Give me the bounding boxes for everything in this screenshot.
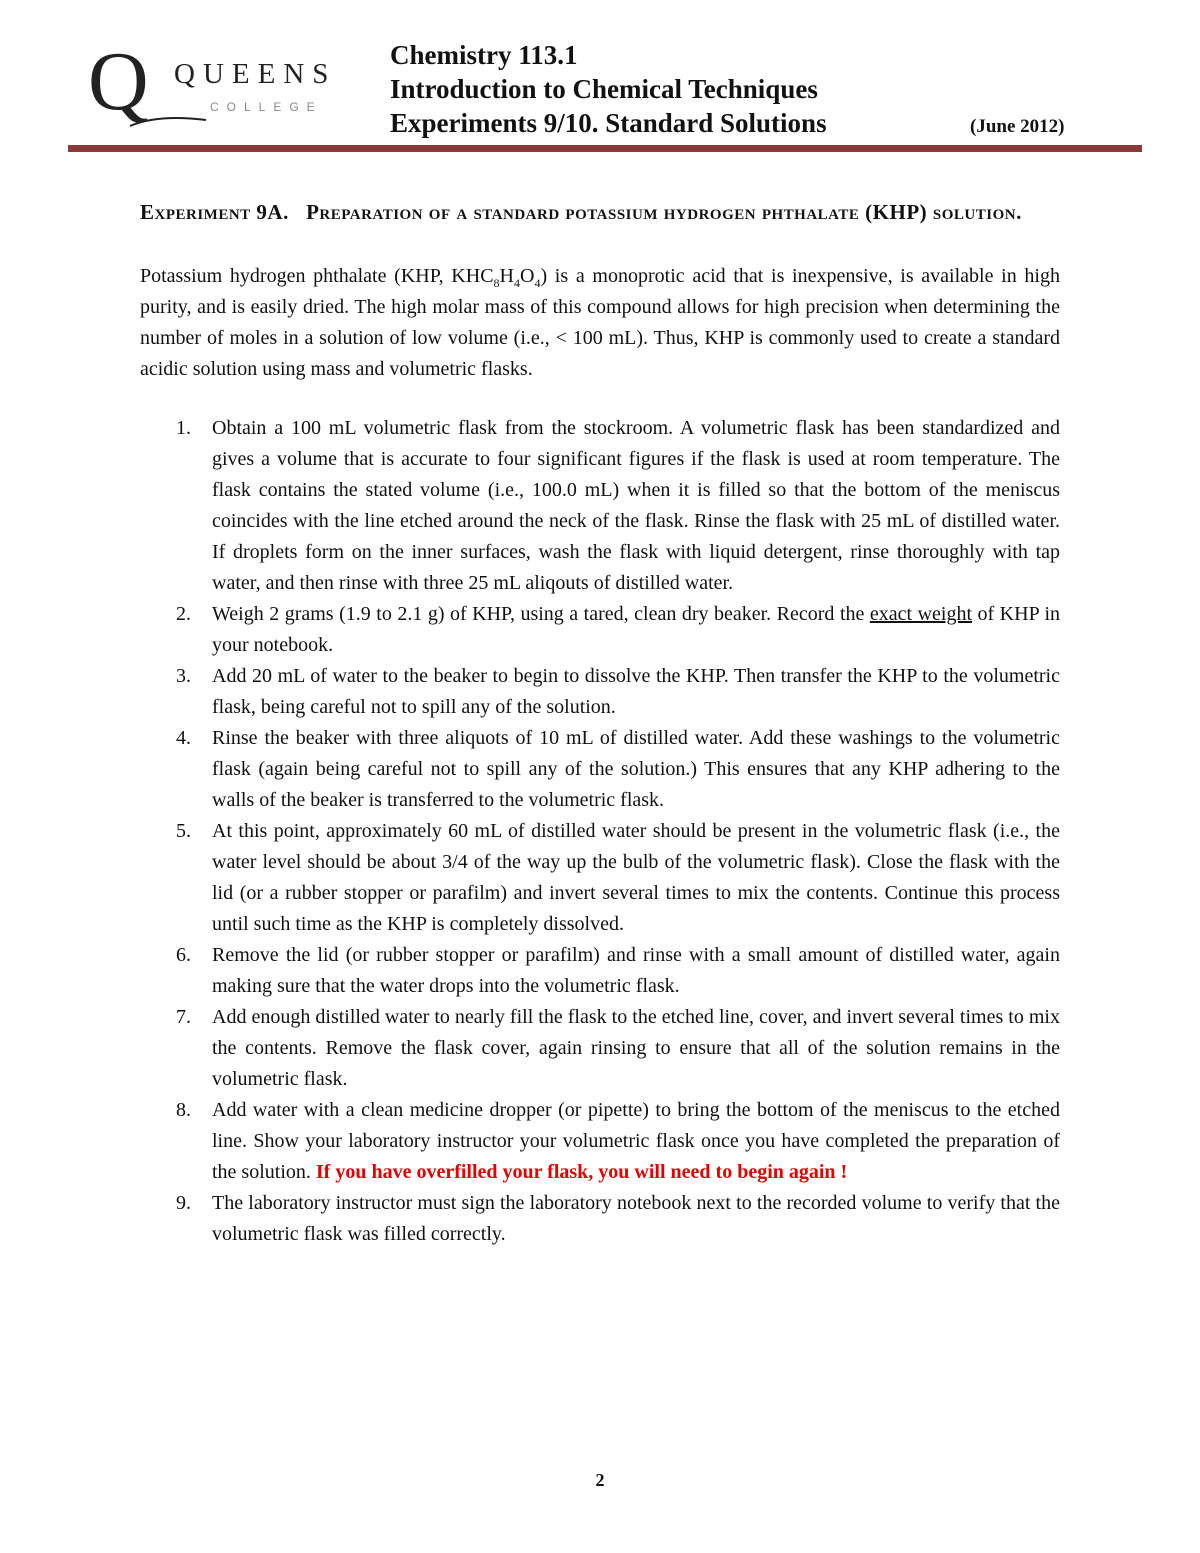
step-number: 6. bbox=[176, 944, 191, 966]
subscript-4b: 4 bbox=[534, 276, 541, 290]
heading-abbrev: (KHP) bbox=[865, 200, 928, 224]
step-number: 7. bbox=[176, 1006, 191, 1028]
step-text: Add 20 mL of water to the beaker to begin to dissolve the KHP. Then transfer the KHP to the volumetric flask, being careful not to spill any of the solution. bbox=[212, 665, 1060, 718]
step-number: 4. bbox=[176, 727, 191, 749]
step-number: 9. bbox=[176, 1192, 191, 1214]
step-underlined-text: exact weight bbox=[869, 603, 973, 625]
list-item bbox=[140, 1188, 1060, 1250]
intro-paragraph bbox=[140, 261, 1060, 385]
page-header bbox=[0, 0, 1200, 160]
subscript-8: 8 bbox=[493, 276, 500, 290]
heading-end: solution. bbox=[932, 200, 1022, 224]
heading-title: Preparation of a standard potassium hydrogen phthalate bbox=[306, 200, 860, 224]
course-number: Chemistry 113.1 bbox=[390, 40, 578, 70]
intro-text-3: O bbox=[520, 265, 535, 287]
course-title: Introduction to Chemical Techniques bbox=[390, 74, 818, 104]
list-item bbox=[140, 413, 1060, 599]
overfill-warning: If you have overfilled your flask, you will need to begin again ! bbox=[315, 1161, 848, 1183]
intro-text-1: Potassium hydrogen phthalate (KHP, KHC bbox=[140, 265, 494, 287]
list-item bbox=[140, 599, 1060, 661]
step-number: 5. bbox=[176, 820, 191, 842]
step-text-end: of KHP in your notebook. bbox=[212, 603, 1061, 656]
step-number: 2. bbox=[176, 603, 191, 625]
header-rule bbox=[68, 145, 1142, 152]
document-body bbox=[140, 196, 1060, 1250]
logo-q-letter: Q bbox=[88, 35, 149, 128]
document-date: (June 2012) bbox=[970, 116, 1065, 137]
procedure-steps bbox=[140, 413, 1060, 1250]
intro-text-4: ) is a monoprotic acid that is inexpensive, is available in high purity, and is easily dried. The high molar mass of this compound allows for high precision when determining the number of moles in a solution of low volume (i.e., < 100 mL). Thus, KHP is commonly used to create a standard acidic solution using mass and volumetric flasks. bbox=[140, 265, 1060, 380]
page-number: 2 bbox=[595, 1470, 605, 1490]
step-number: 8. bbox=[176, 1099, 191, 1121]
subscript-4a: 4 bbox=[514, 276, 520, 290]
experiment-title: Experiments 9/10. Standard Solutions bbox=[390, 108, 827, 138]
list-item bbox=[140, 816, 1060, 940]
list-item bbox=[140, 1002, 1060, 1095]
step-text: At this point, approximately 60 mL of distilled water should be present in the volumetric flask (i.e., the water level should be about 3/4 of the way up the bulb of the volumetric flask). Close the flask with the lid (or a rubber stopper or parafilm) and invert several times to mix the contents. Continue this process until such time as the KHP is completely dissolved. bbox=[212, 820, 1060, 935]
step-number: 1. bbox=[176, 417, 191, 439]
list-item bbox=[140, 661, 1060, 723]
step-text: Rinse the beaker with three aliquots of 10 mL of distilled water. Add these washings to the volumetric flask (again being careful not to spill any of the solution.) This ensures that any KHP adhering to the walls of the beaker is transferred to the volumetric flask. bbox=[212, 727, 1060, 811]
title-block bbox=[390, 38, 827, 140]
step-text: The laboratory instructor must sign the laboratory notebook next to the recorded volume to verify that the volumetric flask was filled correctly. bbox=[212, 1192, 1060, 1245]
step-text: Add water with a clean medicine dropper (or pipette) to bring the bottom of the meniscus to the etched line. Show your laboratory instructor your volumetric flask once you have completed the preparation of the solution. bbox=[212, 1099, 1060, 1183]
logo-college-text: COLLEGE bbox=[210, 100, 323, 114]
queens-college-logo bbox=[88, 35, 378, 130]
intro-text-2: H bbox=[499, 265, 514, 287]
step-text: Weigh 2 grams (1.9 to 2.1 g) of KHP, using a tared, clean dry beaker. Record the bbox=[212, 603, 870, 625]
list-item bbox=[140, 1095, 1060, 1188]
list-item bbox=[140, 940, 1060, 1002]
section-heading bbox=[140, 196, 1060, 229]
step-text: Add enough distilled water to nearly fill the flask to the etched line, cover, and invert several times to mix the contents. Remove the flask cover, again rinsing to ensure that all of the solution remains in the volumetric flask. bbox=[212, 1006, 1060, 1090]
step-number: 3. bbox=[176, 665, 191, 687]
logo-queens-text: QUEENS bbox=[174, 58, 337, 90]
step-text: Remove the lid (or rubber stopper or parafilm) and rinse with a small amount of distilled water, again making sure that the water drops into the volumetric flask. bbox=[212, 944, 1060, 997]
heading-experiment: Experiment 9A. bbox=[140, 200, 289, 224]
step-text: Obtain a 100 mL volumetric flask from the stockroom. A volumetric flask has been standardized and gives a volume that is accurate to four significant figures if the flask is used at room temperature. The flask contains the stated volume (i.e., 100.0 mL) when it is filled so that the bottom of the meniscus coincides with the line etched around the neck of the flask. Rinse the flask with 25 mL of distilled water. If droplets form on the inner surfaces, wash the flask with liquid detergent, rinse thoroughly with tap water, and then rinse with three 25 mL aliqouts of distilled water. bbox=[212, 417, 1060, 594]
list-item bbox=[140, 723, 1060, 816]
logo-swoosh-icon bbox=[128, 112, 208, 132]
